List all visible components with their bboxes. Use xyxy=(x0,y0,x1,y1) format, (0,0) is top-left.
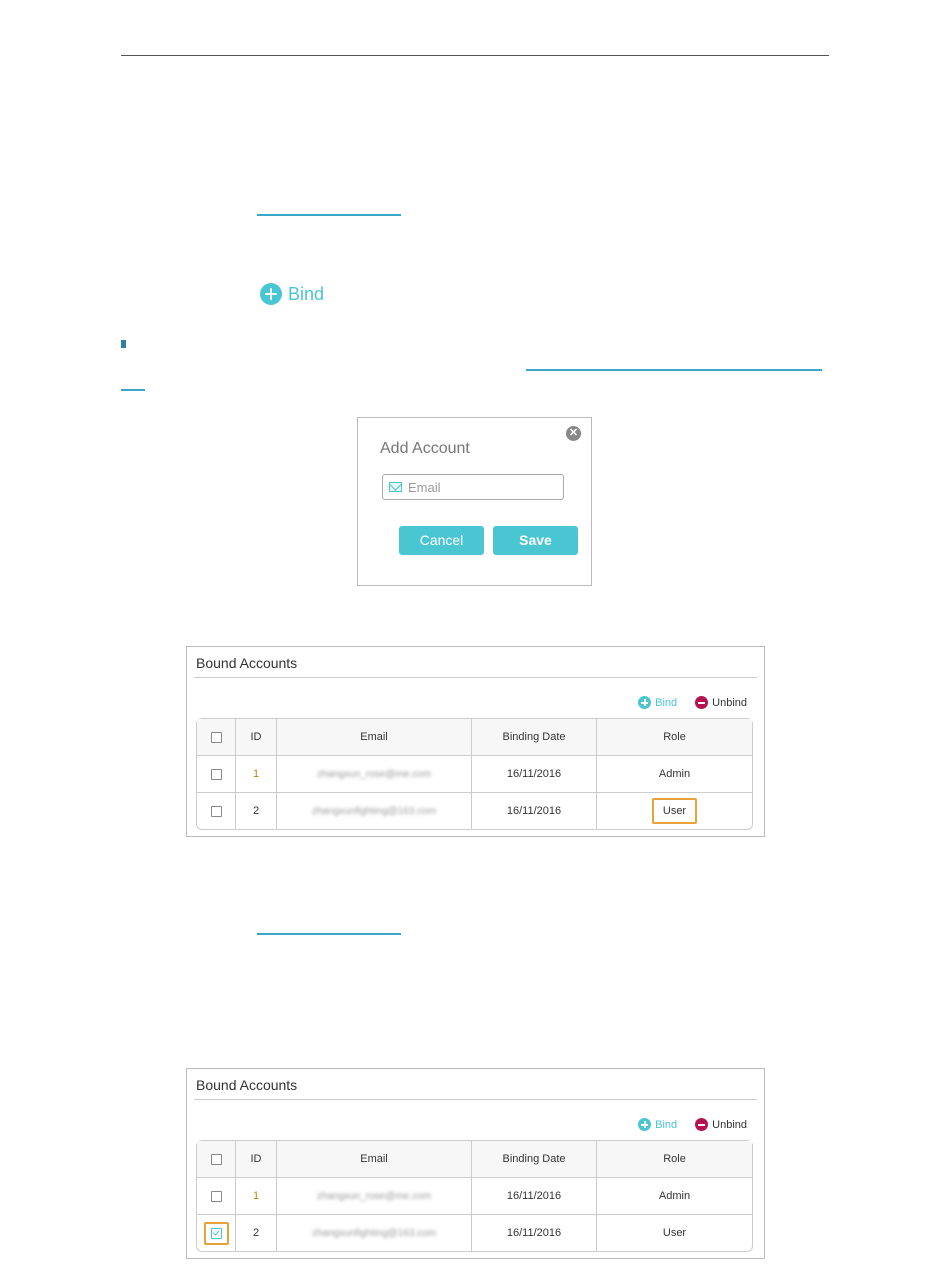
link-underline[interactable] xyxy=(121,389,145,391)
email-field[interactable] xyxy=(382,474,564,500)
panel-toolbar xyxy=(638,696,747,709)
column-header-email: Email xyxy=(277,1141,472,1178)
table-row xyxy=(197,1178,752,1215)
table-header-row xyxy=(197,719,752,756)
link-underline[interactable] xyxy=(526,369,822,371)
row-role-cell xyxy=(597,793,752,829)
divider xyxy=(194,1099,757,1100)
row-checkbox[interactable] xyxy=(211,1191,222,1202)
row-select-cell xyxy=(197,793,236,829)
table-header-row xyxy=(197,1141,752,1178)
bound-accounts-panel xyxy=(186,646,765,837)
plus-circle-icon xyxy=(638,1118,651,1131)
row-id: 1 xyxy=(236,1178,277,1215)
column-header-role: Role xyxy=(597,719,752,756)
header-rule xyxy=(121,55,829,56)
accounts-table xyxy=(196,1140,753,1252)
row-email-cell xyxy=(277,756,472,793)
panel-title: Bound Accounts xyxy=(196,1077,298,1093)
link-underline[interactable] xyxy=(257,214,401,216)
unbind-label: Unbind xyxy=(712,1118,747,1131)
row-role: Admin xyxy=(597,1178,752,1215)
column-header-binding-date: Binding Date xyxy=(472,719,597,756)
note-marker xyxy=(121,340,126,348)
row-id: 2 xyxy=(236,793,277,829)
column-header-id: ID xyxy=(236,1141,277,1178)
row-binding-date: 16/11/2016 xyxy=(472,1178,597,1215)
row-select-cell xyxy=(197,1215,236,1251)
row-email-cell xyxy=(277,793,472,829)
plus-circle-icon xyxy=(260,283,282,305)
row-checkbox-checked[interactable] xyxy=(211,1228,222,1239)
link-underline[interactable] xyxy=(257,933,401,935)
close-icon[interactable]: ✕ xyxy=(566,426,581,441)
bind-label: Bind xyxy=(655,696,678,709)
row-email-cell xyxy=(277,1178,472,1215)
row-select-cell xyxy=(197,1178,236,1215)
email-input[interactable] xyxy=(408,478,558,496)
row-email: zhangxunfighting@163.com xyxy=(311,806,437,817)
table-row xyxy=(197,1215,752,1251)
bind-button[interactable] xyxy=(260,283,324,305)
row-role: User xyxy=(662,1227,687,1239)
bind-button[interactable] xyxy=(638,696,677,709)
row-select-cell xyxy=(197,756,236,793)
column-header-email: Email xyxy=(277,719,472,756)
mail-icon xyxy=(389,482,402,492)
row-email-cell xyxy=(277,1215,472,1251)
bound-accounts-panel xyxy=(186,1068,765,1259)
panel-toolbar xyxy=(638,1118,747,1131)
row-email: zhangxun_rose@me.com xyxy=(316,1191,432,1202)
row-id: 1 xyxy=(236,756,277,793)
unbind-button[interactable] xyxy=(695,1118,747,1131)
column-header-role: Role xyxy=(597,1141,752,1178)
select-all-cell xyxy=(197,719,236,756)
panel-title: Bound Accounts xyxy=(196,655,298,671)
cancel-button[interactable]: Cancel xyxy=(399,526,484,555)
dialog-title: Add Account xyxy=(380,440,470,457)
minus-circle-icon xyxy=(695,1118,708,1131)
column-header-binding-date: Binding Date xyxy=(472,1141,597,1178)
select-all-cell xyxy=(197,1141,236,1178)
column-header-id: ID xyxy=(236,719,277,756)
row-checkbox[interactable] xyxy=(211,806,222,817)
row-id: 2 xyxy=(236,1215,277,1251)
select-all-checkbox[interactable] xyxy=(211,1154,222,1165)
bind-label: Bind xyxy=(655,1118,678,1131)
table-row xyxy=(197,793,752,829)
unbind-label: Unbind xyxy=(712,696,747,709)
bind-button[interactable] xyxy=(638,1118,677,1131)
row-email: zhangxunfighting@163.com xyxy=(311,1228,437,1239)
row-checkbox[interactable] xyxy=(211,769,222,780)
accounts-table xyxy=(196,718,753,830)
row-binding-date: 16/11/2016 xyxy=(472,793,597,829)
row-email: zhangxun_rose@me.com xyxy=(316,769,432,780)
select-all-checkbox[interactable] xyxy=(211,732,222,743)
row-role: Admin xyxy=(597,756,752,793)
row-binding-date: 16/11/2016 xyxy=(472,756,597,793)
plus-circle-icon xyxy=(638,696,651,709)
row-binding-date: 16/11/2016 xyxy=(472,1215,597,1251)
minus-circle-icon xyxy=(695,696,708,709)
role-highlight[interactable]: User xyxy=(652,798,697,824)
table-row xyxy=(197,756,752,793)
unbind-button[interactable] xyxy=(695,696,747,709)
save-button[interactable]: Save xyxy=(493,526,578,555)
checkbox-highlight xyxy=(204,1222,229,1245)
bind-label: Bind xyxy=(288,283,325,304)
add-account-dialog xyxy=(357,417,592,586)
divider xyxy=(194,677,757,678)
